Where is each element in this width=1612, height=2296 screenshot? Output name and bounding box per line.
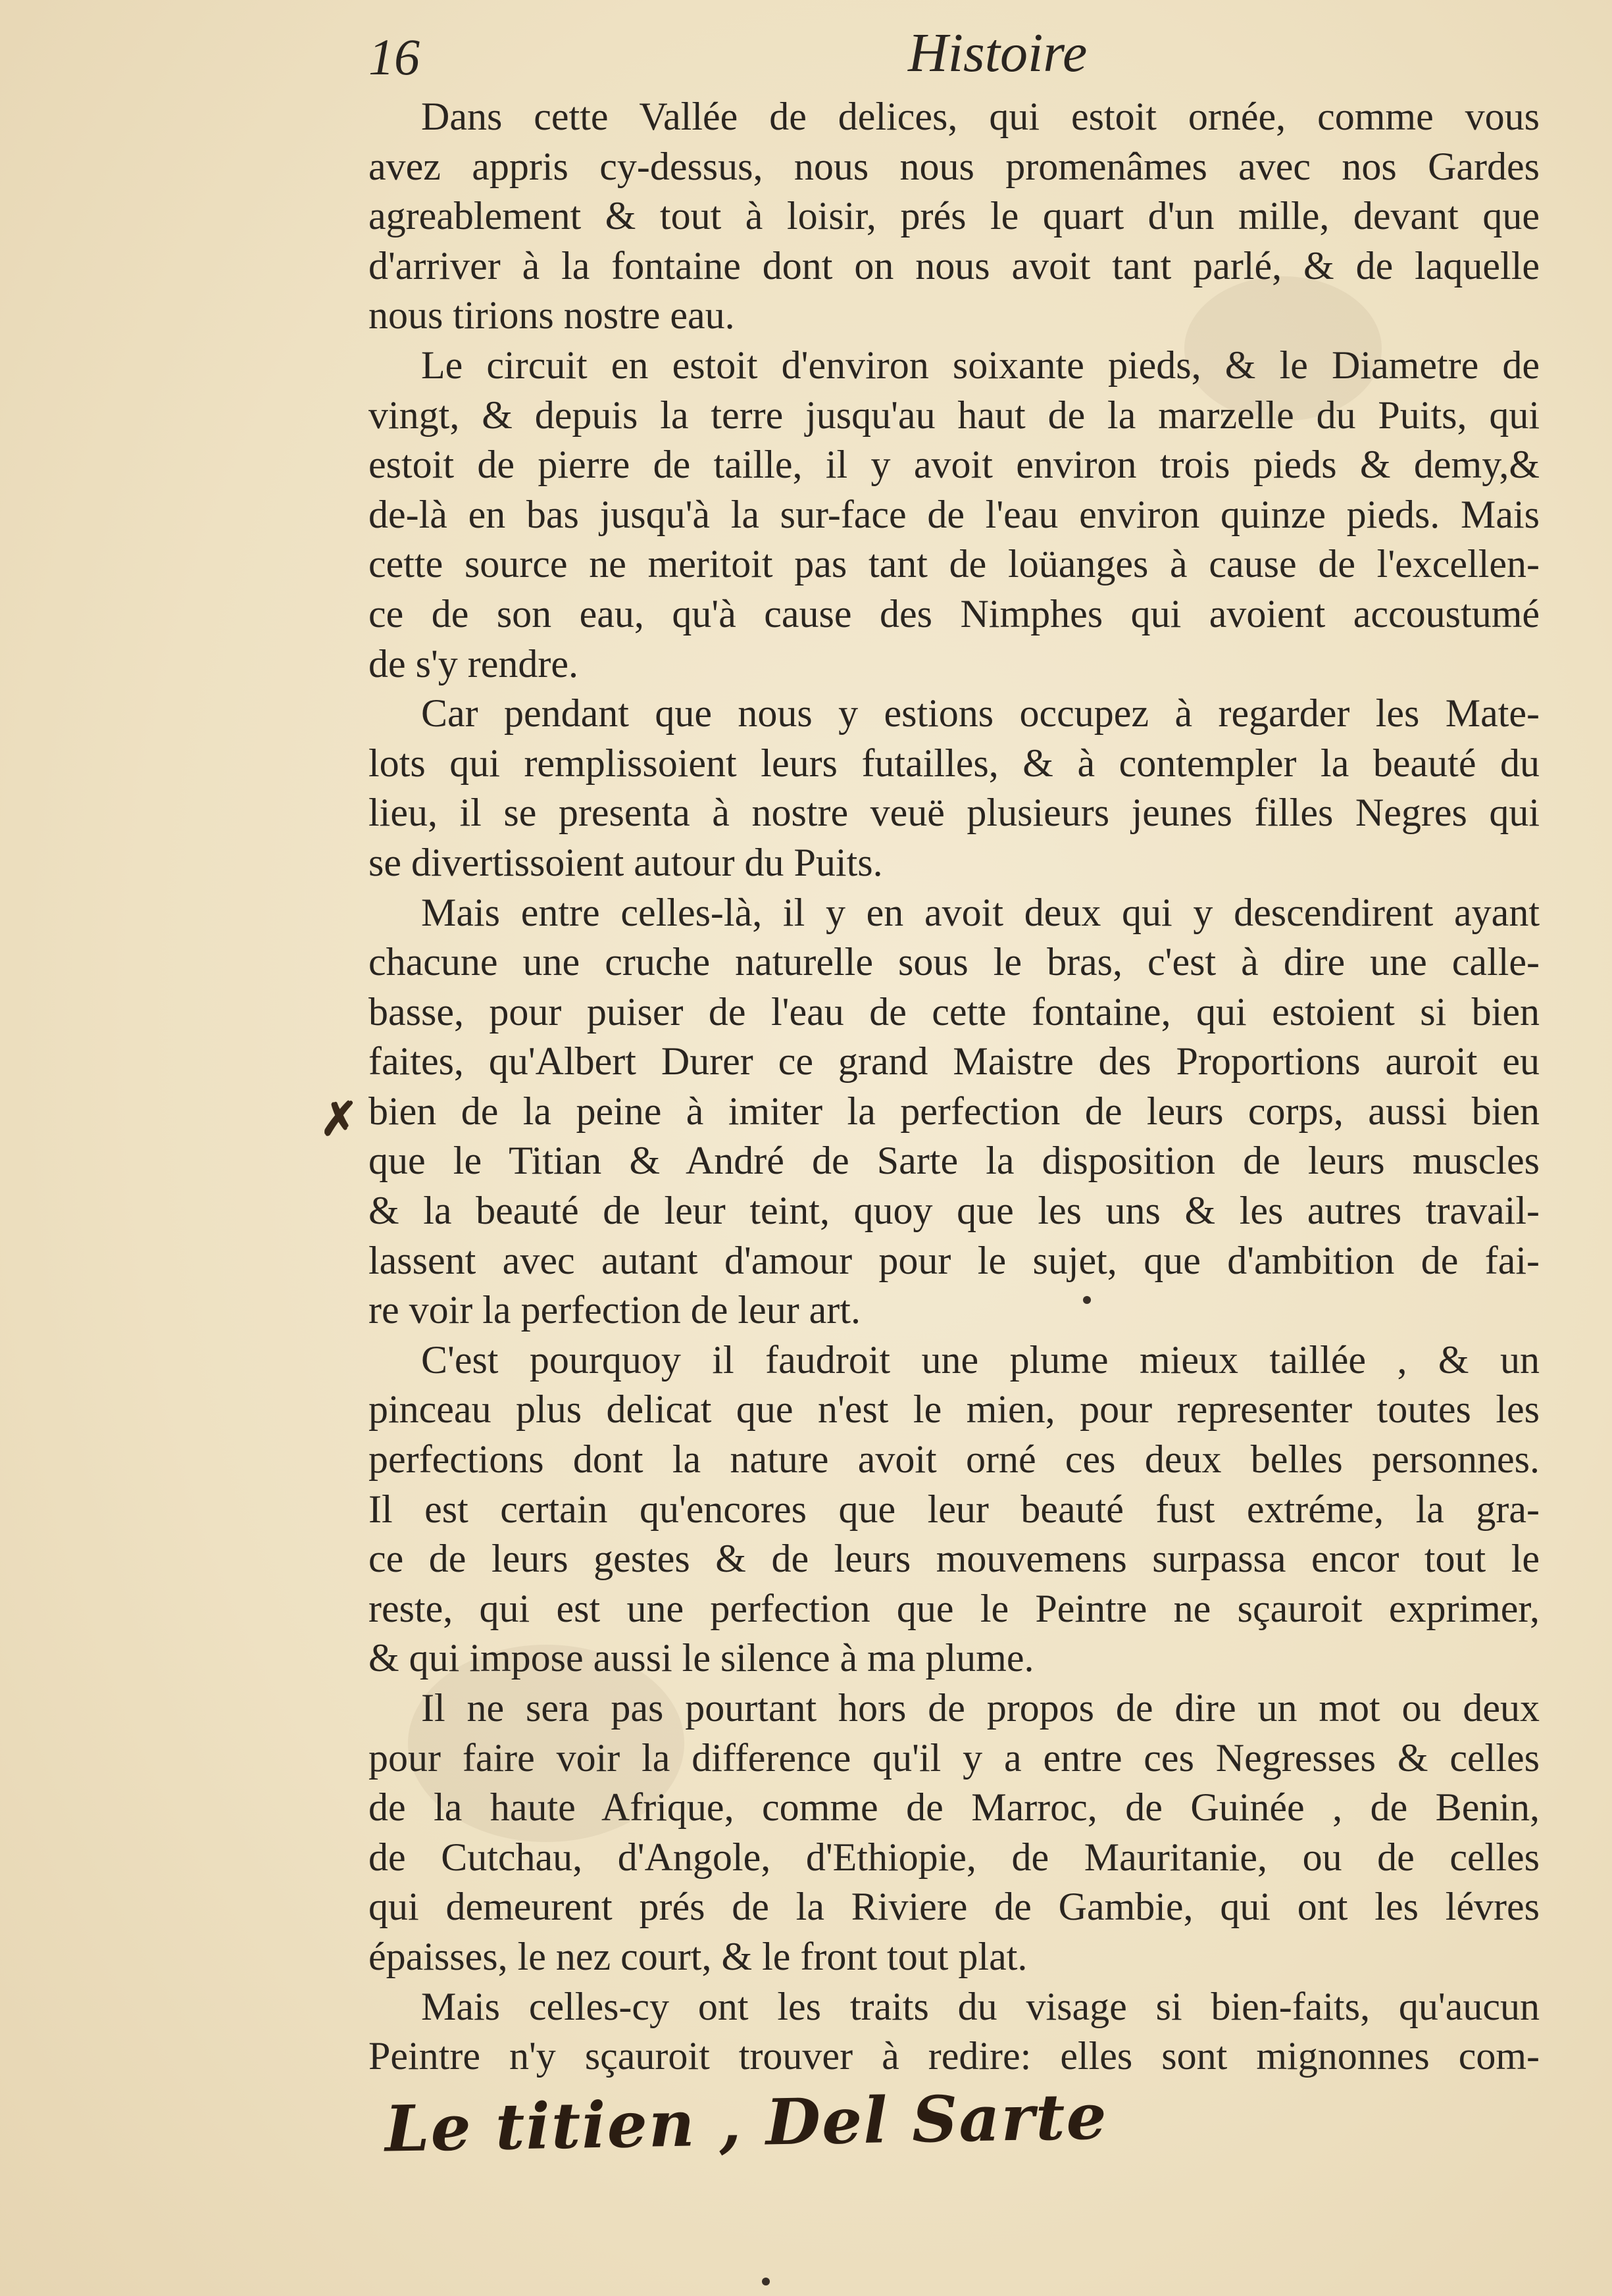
text-line: C'est pourquoy il faudroit une plume mieux taillée , & un [421,1337,1540,1382]
text-line: de-là en bas jusqu'à la sur-face de l'eau environ quinze pieds. Mais [368,492,1540,536]
text-line: ce de son eau, qu'à cause des Nimphes qui avoient accoustumé [368,591,1540,636]
text-line: agreablement & tout à loisir, prés le quart d'un mille, devant que [368,194,1540,238]
text-line: & la beauté de leur teint, quoy que les uns & les autres travail- [368,1189,1540,1233]
text-line: & qui impose aussi le silence à ma plume. [368,1636,1034,1680]
text-line: Il ne sera pas pourtant hors de propos de dire un mot ou deux [421,1686,1540,1730]
text-line: lieu, il se presenta à nostre veuë plusieurs jeunes filles Negres qui [368,791,1540,835]
text-line: Mais celles-cy ont les traits du visage si bien-faits, qu'aucun [421,1984,1540,2028]
ink-dot [1083,1296,1091,1304]
text-line: que le Titian & André de Sarte la disposition de leurs muscles [368,1139,1540,1183]
handwritten-annotation: Le titien , Del Sarte [384,2079,1109,2166]
text-line: Peintre n'y sçauroit trouver à redire: elles sont mignonnes com- [368,2034,1540,2078]
text-line: faites, qu'Albert Durer ce grand Maistre des Proportions auroit eu [368,1039,1540,1084]
text-line: Mais entre celles-là, il y en avoit deux qui y descendirent ayant [421,890,1540,934]
text-line: épaisses, le nez court, & le front tout plat. [368,1934,1028,1978]
text-line: avez appris cy-dessus, nous nous promenâmes avec nos Gardes [368,144,1540,188]
running-head: Histoire [908,22,1088,84]
text-line: basse, pour puiser de l'eau de cette fontaine, qui estoient si bien [368,989,1540,1034]
text-line: bien de la peine à imiter la perfection de leurs corps, aussi bien [368,1089,1540,1133]
text-line: pour faire voir la difference qu'il y a entre ces Negresses & celles [368,1735,1540,1780]
text-line: de s'y rendre. [368,641,579,686]
text-line: d'arriver à la fontaine dont on nous avoit tant parlé, & de laquelle [368,243,1540,287]
text-line: estoit de pierre de taille, il y avoit environ trois pieds & demy,& [368,443,1540,487]
text-line: chacune une cruche naturelle sous le bras, c'est à dire une calle- [368,940,1540,984]
text-line: Le circuit en estoit d'environ soixante pieds, & le Diametre de [421,343,1540,387]
page-number: 16 [368,28,420,86]
body-text [368,92,1540,2082]
text-line: lots qui remplissoient leurs futailles, & à contempler la beauté du [368,741,1540,785]
text-line: cette source ne meritoit pas tant de loüanges à cause de l'excellen- [368,542,1540,586]
text-line: nous tirions nostre eau. [368,293,735,337]
text-line: de la haute Afrique, comme de Marroc, de Guinée , de Benin, [368,1785,1540,1830]
text-line: qui demeurent prés de la Riviere de Gambie, qui ont les lévres [368,1885,1540,1929]
text-line: Il est certain qu'encores que leur beauté fust extréme, la gra- [368,1487,1540,1531]
text-line: perfections dont la nature avoit orné ces deux belles personnes. [368,1437,1540,1482]
text-line: pinceau plus delicat que n'est le mien, pour representer toutes les [368,1387,1540,1432]
page-header [368,21,1540,93]
text-line: vingt, & depuis la terre jusqu'au haut de la marzelle du Puits, qui [368,393,1540,437]
margin-mark-icon: ✗ [320,1095,359,1145]
text-line: ce de leurs gestes & de leurs mouvemens surpassa encor tout le [368,1537,1540,1581]
text-line: Car pendant que nous y estions occupez à regarder les Mate- [421,691,1540,736]
ink-dot [762,2278,770,2285]
text-line: de Cutchau, d'Angole, d'Ethiopie, de Mauritanie, ou de celles [368,1835,1540,1879]
text-line: re voir la perfection de leur art. [368,1288,861,1332]
text-line: Dans cette Vallée de delices, qui estoit ornée, comme vous [421,95,1540,138]
text-line: lassent avec autant d'amour pour le sujet, que d'ambition de fai- [368,1238,1540,1282]
text-line: se divertissoient autour du Puits. [368,840,883,884]
text-line: reste, qui est une perfection que le Peintre ne sçauroit exprimer, [368,1586,1540,1630]
